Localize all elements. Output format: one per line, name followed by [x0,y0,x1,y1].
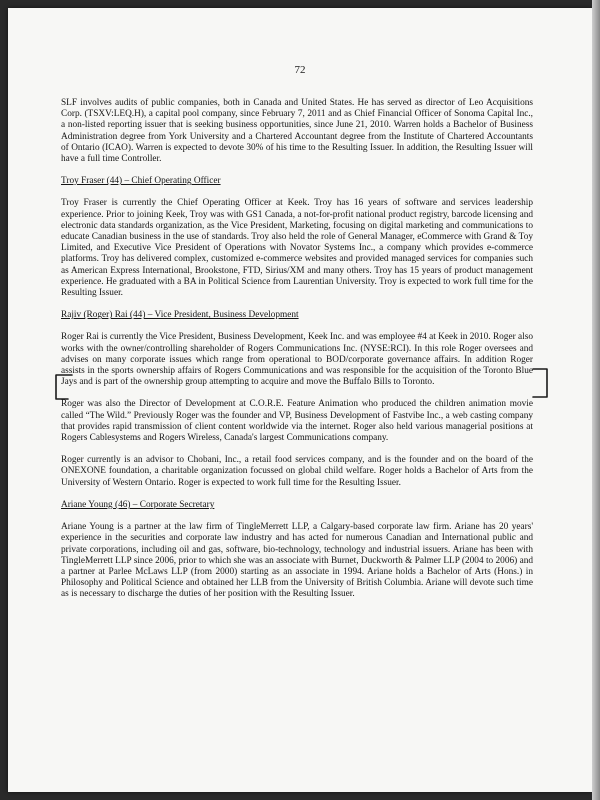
viewer-edge [592,0,600,800]
paragraph-roger-bio-2: Roger was also the Director of Development at C.O.R.E. Feature Animation who produced the children animation movie called “The Wild.” Previously Roger was the founder and VP, Business Development of Fastvibe Inc., a web casting company that provides rapid transmission of client content worldwide via the internet. Roger also held various managerial positions at Rogers Cablesystems and Rogers Wireless, Canada's largest Communications company. [61,399,533,444]
paragraph-roger-bio-3: Roger currently is an advisor to Chobani, Inc., a retail food services company, and is the founder and on the board of the ONEXONE foundation, a charitable organization focussed on global child welfare. Roger holds a Bachelor of Arts from the University of Western Ontario. Roger is expected to work full time for the Resulting Issuer. [61,455,533,488]
paragraph-warren-bio: SLF involves audits of public companies, both in Canada and United States. He has served as director of Leo Acquisitions Corp. (TSXV:LEQ.H), a capital pool company, since February 7, 2011 and as Chief Financial Officer of Sonoma Capital Inc., a non-listed reporting issuer that is seeking business opportunities, since June 21, 2010. Warren holds a Bachelor of Business Administration degree from York University and a Chartered Accountant degree from the Institute of Chartered Accountants of Ontario (ICAO). Warren is expected to devote 30% of his time to the Resulting Issuer. In addition, the Resulting Issuer will have a full time Controller. [61,98,533,165]
heading-roger-rai: Rajiv (Roger) Rai (44) – Vice President, Business Development [61,310,299,321]
document-page [8,8,592,792]
paragraph-roger-bio-1: Roger Rai is currently the Vice President, Business Development, Keek Inc. and was employee #4 at Keek in 2010. Roger also works with the owner/controlling shareholder of Rogers Communications Inc. (NYSE:RCI). In this role Roger oversees and advises on many corporate issues which range from operational to BOD/corporate governance affairs. In addition Roger assists in the sports ownership affairs of Rogers Communications and was responsible for the acquisition of the Toronto Blue Jays and is part of the ownership group attempting to acquire and move the Buffalo Bills to Toronto. [61,332,533,388]
page-number: 72 [294,64,306,76]
paragraph-ariane-bio: Ariane Young is a partner at the law firm of TingleMerrett LLP, a Calgary-based corporate law firm. Ariane has 20 years' experience in the securities and corporate law industry and has acted for numerous Canadian and International public and private corporations, including oil and gas, software, bio-technology, technology and industrial issuers. Ariane has been with TingleMerrett LLP since 2006, prior to which she was an associate with Burnet, Duckworth & Palmer LLP (2004 to 2006) and a partner at Parlee McLaws LLP (from 2000) starting as an associate in 1994. Ariane holds a Bachelor of Arts (Hons.) in Philosophy and Political Science and obtained her LLB from the University of British Columbia. Ariane will devote such time as is necessary to discharge the duties of her position with the Resulting Issuer. [61,522,533,600]
heading-troy-fraser: Troy Fraser (44) – Chief Operating Officer [61,176,221,187]
paragraph-troy-bio: Troy Fraser is currently the Chief Operating Officer at Keek. Troy has 16 years of software and services leadership experience. Prior to joining Keek, Troy was with GS1 Canada, a not-for-profit national product registry, barcode licensing and electronic data standards organization, as the Vice President, Marketing, focusing on digital marketing and communications to educate Canadian business in the use of standards. Troy also held the role of General Manager, eCommerce with Grand & Toy Limited, and Executive Vice President of Operations with Novator Systems Inc., a company which provides e-commerce platforms. Troy has delivered complex, customized e-commerce websites and provided managed services for companies such as American Express International, Brookstone, FTD, Sirius/XM and many others. Troy has 15 years of product management experience. He graduated with a BA in Political Science from Laurentian University. Troy is expected to work full time for the Resulting Issuer. [61,198,533,299]
heading-ariane-young: Ariane Young (46) – Corporate Secretary [61,499,215,510]
document-body [61,98,533,612]
